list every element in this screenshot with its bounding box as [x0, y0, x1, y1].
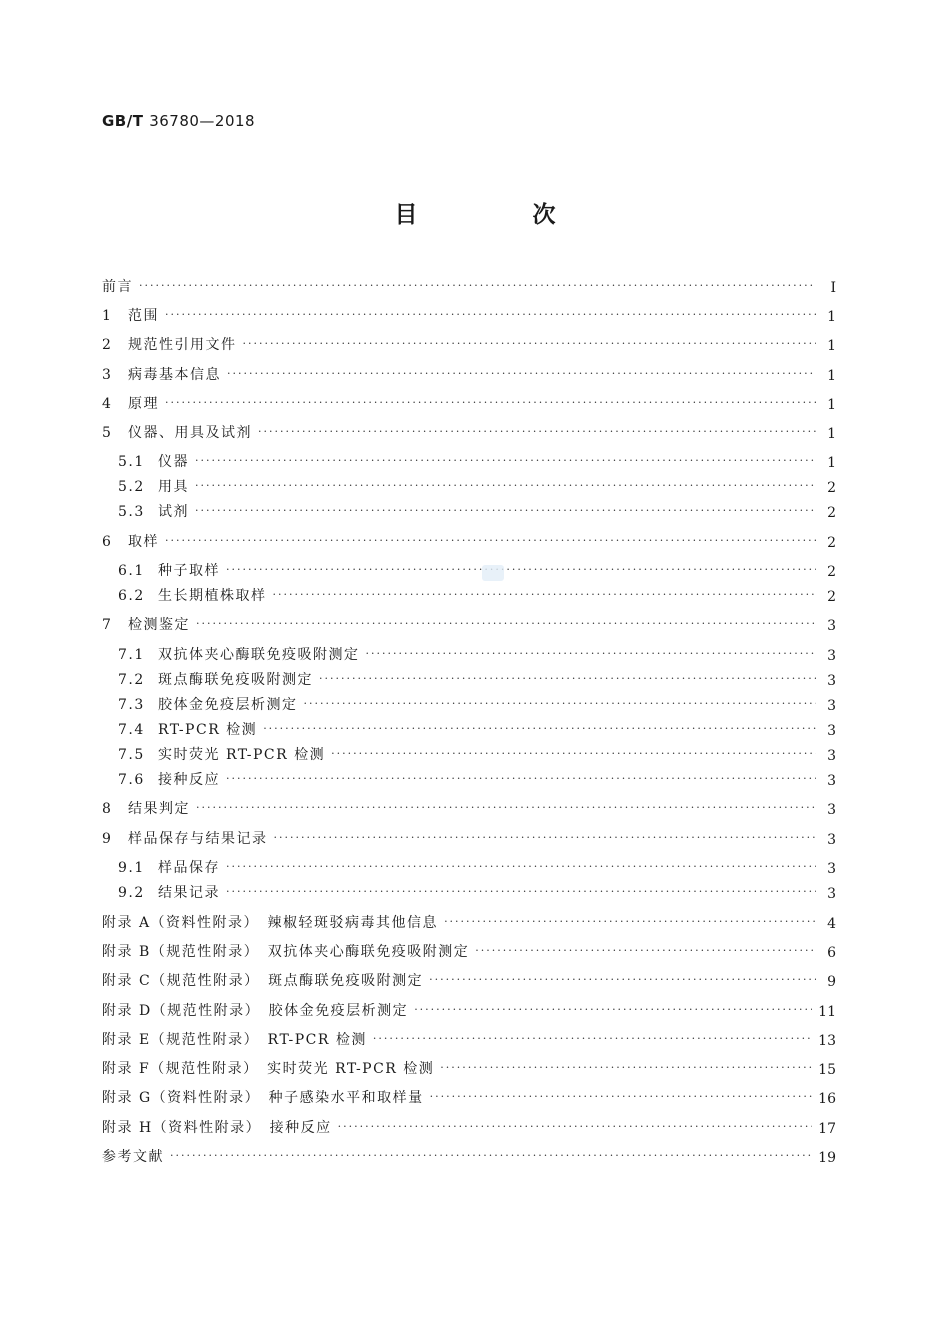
- toc-leader-dots: [319, 669, 816, 689]
- toc-entry-title: 仪器: [158, 454, 189, 470]
- toc-entry-title: 生长期植株取样: [158, 588, 267, 604]
- toc-entry-title: 仪器、用具及试剂: [128, 425, 252, 441]
- toc-entry-title: 检测鉴定: [128, 617, 190, 633]
- toc-entry-page: 2: [827, 505, 836, 521]
- toc-entry-label: [102, 1029, 367, 1049]
- toc-entry-title: 种子取样: [158, 563, 220, 579]
- toc-entry-label: [102, 334, 237, 354]
- standard-code: [102, 112, 255, 130]
- toc-entry-title: 原理: [128, 396, 159, 412]
- toc-entry-title: 实时荧光 RT-PCR 检测: [158, 747, 326, 763]
- toc-entry-label: [102, 1146, 164, 1166]
- toc-entry-title: 病毒基本信息: [128, 367, 221, 383]
- toc-leader-dots: [304, 694, 817, 714]
- toc-entry[interactable]: [102, 906, 836, 932]
- toc-leader-dots: [263, 719, 816, 739]
- toc-entry-title: 双抗体夹心酶联免疫吸附测定: [158, 647, 360, 663]
- toc-entry-label: [102, 560, 220, 580]
- toc-leader-dots: [366, 644, 817, 664]
- toc-entry-title: 样品保存: [158, 860, 220, 876]
- toc-entry-page: 1: [827, 397, 836, 413]
- toc-entry-number: 6.2: [118, 588, 145, 604]
- toc-entry[interactable]: [102, 1140, 836, 1166]
- toc-entry[interactable]: [102, 387, 836, 413]
- toc-entry-page: 3: [827, 723, 836, 739]
- toc-entry-label: [102, 719, 257, 739]
- toc-entry-label: [102, 769, 220, 789]
- toc-entry[interactable]: [102, 525, 836, 551]
- toc-entry-page: 1: [827, 338, 836, 354]
- toc-entry-title: 取样: [128, 534, 159, 550]
- toc-entry-page: 3: [827, 698, 836, 714]
- toc-entry-label: [102, 393, 159, 413]
- toc-entry[interactable]: [102, 763, 836, 789]
- toc-entry-label: [102, 614, 190, 634]
- toc-entry-number: 7: [102, 617, 113, 633]
- toc-entry-number: 2: [102, 337, 113, 353]
- toc-entry-label: [102, 364, 221, 384]
- toc-entry-number: 3: [102, 367, 113, 383]
- toc-entry-page: 1: [827, 309, 836, 325]
- toc-entry-label: [102, 694, 298, 714]
- toc-leader-dots: [195, 451, 816, 471]
- toc-leader-dots: [196, 798, 816, 818]
- toc-entry-label: [102, 941, 469, 961]
- toc-entry-page: 17: [818, 1121, 836, 1137]
- toc-entry-page: 1: [827, 455, 836, 471]
- toc-leader-dots: [139, 276, 816, 296]
- toc-leader-dots: [165, 305, 816, 325]
- toc-entry-page: 3: [827, 802, 836, 818]
- toc-entry-label: [102, 451, 189, 471]
- toc-entry[interactable]: [102, 994, 836, 1020]
- toc-entry[interactable]: [102, 1052, 836, 1078]
- toc-entry-number: 1: [102, 308, 113, 324]
- toc-entry-page: 4: [827, 916, 836, 932]
- toc-entry[interactable]: [102, 935, 836, 961]
- toc-entry[interactable]: [102, 299, 836, 325]
- toc-entry-label: [102, 305, 159, 325]
- toc-entry-label: [102, 882, 220, 902]
- toc-entry-title: 附录 G（资料性附录） 种子感染水平和取样量: [102, 1090, 424, 1106]
- page-title: 目 次: [394, 202, 602, 228]
- toc-entry[interactable]: [102, 792, 836, 818]
- toc-entry-page: 11: [818, 1004, 836, 1020]
- toc-leader-dots: [243, 334, 817, 354]
- toc-entry-number: 5.2: [118, 479, 145, 495]
- toc-entry-page: 1: [827, 368, 836, 384]
- toc-entry-page: 15: [818, 1062, 836, 1078]
- toc-entry-label: [102, 669, 313, 689]
- toc-leader-dots: [444, 912, 816, 932]
- toc-entry-page: 3: [827, 673, 836, 689]
- toc-entry-label: [102, 276, 133, 296]
- toc-entry-title: 规范性引用文件: [128, 337, 237, 353]
- toc-leader-dots: [226, 560, 816, 580]
- toc-entry-number: 8: [102, 801, 113, 817]
- toc-leader-dots: [338, 1117, 813, 1137]
- toc-leader-dots: [331, 744, 816, 764]
- toc-entry[interactable]: [102, 1111, 836, 1137]
- toc-entry-page: 13: [818, 1033, 836, 1049]
- toc-entry-title: 前言: [102, 279, 133, 295]
- toc-leader-dots: [429, 970, 816, 990]
- toc-entry-page: 2: [827, 564, 836, 580]
- toc-entry-number: 6.1: [118, 563, 145, 579]
- toc-entry-label: [102, 476, 189, 496]
- toc-leader-dots: [196, 614, 816, 634]
- toc-entry-page: 1: [827, 426, 836, 442]
- toc-entry-title: 接种反应: [158, 772, 220, 788]
- toc-leader-dots: [430, 1087, 813, 1107]
- toc-entry-label: [102, 422, 252, 442]
- toc-entry[interactable]: [102, 445, 836, 471]
- toc-entry-title: 斑点酶联免疫吸附测定: [158, 672, 313, 688]
- toc-entry[interactable]: [102, 470, 836, 496]
- toc-entry-title: 附录 H（资料性附录） 接种反应: [102, 1120, 332, 1136]
- toc-entry-label: [102, 744, 325, 764]
- toc-entry-label: [102, 798, 190, 818]
- toc-leader-dots: [165, 531, 816, 551]
- toc-entry-label: [102, 970, 423, 990]
- toc-entry-title: 参考文献: [102, 1149, 164, 1165]
- toc-entry-page: 16: [818, 1091, 836, 1107]
- toc-entry-page: Ⅰ: [830, 280, 836, 296]
- toc-entry[interactable]: [102, 579, 836, 605]
- toc-entry-label: [102, 828, 268, 848]
- toc-entry-page: 2: [827, 589, 836, 605]
- toc-entry[interactable]: [102, 1081, 836, 1107]
- toc-entry-title: 附录 A（资料性附录） 辣椒轻斑驳病毒其他信息: [102, 915, 439, 931]
- toc-entry-title: 附录 F（规范性附录） 实时荧光 RT-PCR 检测: [102, 1061, 435, 1077]
- toc-entry-number: 7.3: [118, 697, 145, 713]
- toc-entry-page: 2: [827, 535, 836, 551]
- toc-entry-title: 附录 B（规范性附录） 双抗体夹心酶联免疫吸附测定: [102, 944, 470, 960]
- toc-entry[interactable]: [102, 851, 836, 877]
- toc-entry-label: [102, 1087, 424, 1107]
- toc-entry-number: 5.1: [118, 454, 145, 470]
- toc-entry-label: [102, 912, 438, 932]
- toc-leader-dots: [226, 769, 816, 789]
- toc-entry[interactable]: [102, 328, 836, 354]
- toc-entry-title: 附录 C（规范性附录） 斑点酶联免疫吸附测定: [102, 973, 424, 989]
- standard-prefix: GB/T: [102, 112, 144, 130]
- toc-entry[interactable]: [102, 270, 836, 296]
- toc-entry-page: 6: [827, 945, 836, 961]
- toc-entry-title: 胶体金免疫层析测定: [158, 697, 298, 713]
- toc-leader-dots: [258, 422, 816, 442]
- toc-leader-dots: [165, 393, 816, 413]
- toc-entry-number: 6: [102, 534, 113, 550]
- toc-leader-dots: [475, 941, 816, 961]
- toc-entry-title: 附录 E（规范性附录） RT-PCR 检测: [102, 1032, 367, 1048]
- toc-entry-number: 9.1: [118, 860, 145, 876]
- toc-entry[interactable]: [102, 876, 836, 902]
- toc-leader-dots: [226, 857, 816, 877]
- toc-leader-dots: [226, 882, 816, 902]
- toc-entry-page: 19: [818, 1150, 836, 1166]
- toc-entry-label: [102, 531, 159, 551]
- toc-entry-label: [102, 857, 220, 877]
- toc-entry[interactable]: [102, 663, 836, 689]
- toc-entry-page: 3: [827, 618, 836, 634]
- toc-entry[interactable]: [102, 495, 836, 521]
- toc-entry[interactable]: [102, 738, 836, 764]
- toc-entry-number: 7.4: [118, 722, 145, 738]
- toc-leader-dots: [373, 1029, 812, 1049]
- toc-leader-dots: [414, 1000, 812, 1020]
- toc-entry-number: 5.3: [118, 504, 145, 520]
- toc-entry-page: 9: [827, 974, 836, 990]
- toc-entry-page: 3: [827, 832, 836, 848]
- toc-entry-title: 结果记录: [158, 885, 220, 901]
- toc-entry-number: 9: [102, 831, 113, 847]
- toc-entry-number: 4: [102, 396, 113, 412]
- toc-entry[interactable]: [102, 358, 836, 384]
- toc-entry-number: 7.1: [118, 647, 145, 663]
- toc-entry[interactable]: [102, 713, 836, 739]
- toc-entry-number: 7.6: [118, 772, 145, 788]
- standard-number: 36780—2018: [149, 112, 256, 130]
- toc-leader-dots: [440, 1058, 812, 1078]
- toc-entry[interactable]: [102, 1023, 836, 1049]
- toc-entry-page: 3: [827, 748, 836, 764]
- toc-entry-label: [102, 1058, 434, 1078]
- toc-leader-dots: [170, 1146, 812, 1166]
- toc-entry-page: 3: [827, 648, 836, 664]
- toc-entry-title: 用具: [158, 479, 189, 495]
- toc-entry[interactable]: [102, 688, 836, 714]
- watermark-logo-icon: [481, 563, 505, 583]
- toc-leader-dots: [274, 828, 817, 848]
- toc-entry[interactable]: [102, 964, 836, 990]
- toc-entry-page: 3: [827, 886, 836, 902]
- toc-entry[interactable]: [102, 822, 836, 848]
- toc-entry-page: 3: [827, 773, 836, 789]
- toc-leader-dots: [195, 476, 816, 496]
- toc-entry-label: [102, 585, 267, 605]
- toc-leader-dots: [273, 585, 817, 605]
- toc-entry-number: 9.2: [118, 885, 145, 901]
- toc-entry[interactable]: [102, 554, 836, 580]
- toc-entry-title: 样品保存与结果记录: [128, 831, 268, 847]
- toc-entry[interactable]: [102, 638, 836, 664]
- toc-entry-page: 2: [827, 480, 836, 496]
- toc-leader-dots: [195, 501, 816, 521]
- toc-entry-title: 结果判定: [128, 801, 190, 817]
- toc-leader-dots: [227, 364, 816, 384]
- toc-entry[interactable]: [102, 608, 836, 634]
- toc-entry-label: [102, 1000, 408, 1020]
- toc-entry-title: 范围: [128, 308, 159, 324]
- toc-entry-label: [102, 1117, 332, 1137]
- toc-entry-title: RT-PCR 检测: [158, 722, 258, 738]
- toc-entry-number: 5: [102, 425, 113, 441]
- toc-entry-page: 3: [827, 861, 836, 877]
- toc-entry-number: 7.5: [118, 747, 145, 763]
- toc-entry-label: [102, 501, 189, 521]
- toc-entry[interactable]: [102, 416, 836, 442]
- toc-entry-label: [102, 644, 360, 664]
- toc-entry-title: 附录 D（规范性附录） 胶体金免疫层析测定: [102, 1003, 409, 1019]
- toc-entry-number: 7.2: [118, 672, 145, 688]
- toc-entry-title: 试剂: [158, 504, 189, 520]
